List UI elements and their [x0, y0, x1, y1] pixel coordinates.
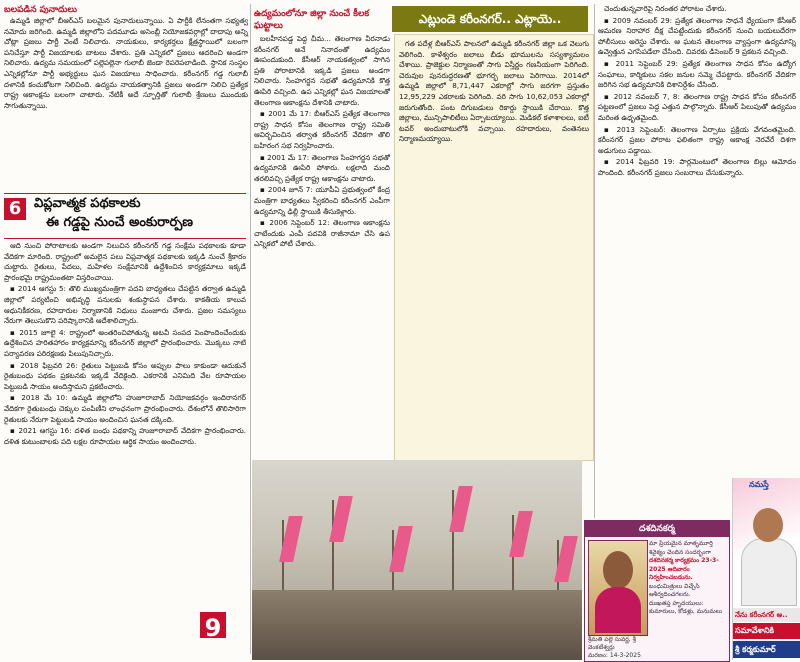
article-text: చెందుతున్నవారిపై నిరంతర పోరాటం చేశారు. [604, 4, 727, 13]
obituary-header: దశదినకర్మ [585, 521, 729, 537]
column-1 [4, 4, 248, 112]
obituary-caption: శ్రీమతి పల్లె సువర్ణ, శ్రీ వెంకటేశ్వర్లు మరణం: 14-3-2025 [588, 636, 641, 659]
timeline-item: ▪ 2001 మే 17: బీఆర్ఎస్ ప్రత్యేక తెలంగాణ రాష్ట్ర సాధన కోసం తెలంగాణ రాష్ట్ర సమితి ఆవిర్భవించిన తర్వాత కరీంనగర్ వేదికగా తొలి బహిరంగ సభ నిర్వహించారు. [254, 109, 390, 150]
section-heading: బలపడిన పునాదులు [4, 5, 77, 15]
column-2 [254, 34, 390, 458]
timeline-item: ▪ 2013 సెప్టెంబర్: తెలంగాణ ఏర్పాటు ప్రక్రియ వేగవంతమైంది. కరీంనగర్ ప్రజల పోరాట ఫలితంగా రాష్ట్ర ఆకాంక్ష నెరవేరే దిశగా అడుగులు పడ్డాయి. [598, 124, 796, 155]
obituary-text: మా ప్రియమైన మాతృమూర్తి శివైక్యం చెందిన సందర్భంగా దశదినకర్మ కార్యక్రమం 23-3-2025 ఆదివారం నిర్వహించబడును. బంధుమిత్రులు విచ్చేసి ఆశీర్వదించగలరు. దుఃఖతప్త హృదయులు: కుమారులు, కోడళ్లు, మనుమలు [649, 540, 723, 615]
obituary-ad [584, 520, 730, 662]
ad-tag: నమస్తే [749, 480, 769, 489]
timeline-item: ▪ 2011 సెప్టెంబర్ 29: ప్రత్యేక తెలంగాణ సాధన కోసం ఉద్యోగ సంఘాలు, కార్మికులు సకల జనుల సమ్మె చేపట్టారు. కరీంనగర్ వేదికగా జరిగిన సభ ఉద్యమానికి దిశానిర్దేశం చేసింది. [598, 58, 796, 90]
timeline-item: ▪ 2004 జూన్ 7: యూపీఏ ప్రభుత్వంలో కేంద్ర మంత్రిగా బాధ్యతలు స్వీకరించి కరీంనగర్ ఎంపీగా ఉద్యమాన్ని ఢిల్లీ స్థాయికి తీసుకెళ్లారు. [254, 185, 390, 216]
political-ad [732, 478, 800, 660]
headline-number: 6 [4, 198, 26, 220]
headline-line-1: విప్లవాత్మక పథకాలకు [34, 196, 141, 211]
column-1-lower [4, 241, 246, 611]
article-intro: ఆది నుంచి పోరాటాలకు అండగా నిలుచిన కరీంనగర్ గడ్డ సంక్షేమ పథకాలకు కూడా వేదికగా మారింది. రాష్ట్రంలో అమలైన పలు విప్లవాత్మక పథకాలకు ఇక్కడి నుంచే శ్రీకారం చుట్టారు. రైతులు, పేదలు, మహిళల సంక్షేమానికి ఉద్దేశించిన కార్యక్రమాలు ఇక్కడే ప్రారంభమై రాష్ట్రమంతటా విస్తరించాయి. [4, 241, 246, 282]
ad-line-2: సమావేశానికి [733, 623, 800, 639]
column-divider [594, 4, 595, 518]
headline-box [4, 193, 246, 239]
article-text: ఉమ్మడి జిల్లాలో బీఆర్ఎస్ బలమైన పునాదులున్నాయి. ఏ పార్టీకి లేనంతగా సభ్యత్వ నమోదు జరిగింది. ఉమ్మడి జిల్లాలోని పదమూడు అసెంబ్లీ నియోజకవర్గాల్లో దాదాపు అన్ని చోట్లా ప్రజలు పార్టీ వెంటే నిలిచారు. నాయకులు, కార్యకర్తలు క్షేత్రస్థాయిలో బలంగా పనిచేస్తూ పార్టీ విజయాలకు బాటలు వేశారు. ప్రతి ఎన్నికలో ప్రజలు ఆదరించి అండగా నిలిచారు. ఉద్యమ సమయంలో పల్లెపల్లెనా గులాబీ జెండా రెపరెపలాడింది. స్థానిక సంస్థల ఎన్నికల్లోనూ పార్టీ అభ్యర్థులు ఘన విజయాలు సాధించారు. కరీంనగర్ గడ్డ గులాబీ దళానికి కంచుకోటగా నిలిచింది. ఉద్యమ నాయకత్వానికి ప్రజలు అండగా నిలిచి ప్రత్యేక రాష్ట్ర ఆకాంక్షను బలంగా చాటారు. నేటికీ అదే స్ఫూర్తితో గులాబీ శ్రేణులు ముందుకు సాగుతున్నాయి. [4, 16, 248, 110]
timeline-item: ▪ 2018 మే 10: ఉమ్మడి జిల్లాలోని హుజూరాబాద్ నియోజకవర్గం ఇందిరానగర్ వేదికగా రైతుబంధు చెక్కుల పంపిణీని లాంఛనంగా ప్రారంభించారు. దేశంలోనే తొలిసారిగా రైతులకు నేరుగా పెట్టుబడి సాయం అందించిన ఘనత దక్కింది. [4, 393, 246, 424]
feature-box-title: ఎట్లుండె కరీంనగర్.. ఎట్లాయె.. [392, 6, 588, 32]
ad-line-3: శ్రీ కర్మకుమార్ [733, 641, 800, 658]
timeline-item: ▪ 2021 ఆగస్టు 16: దళిత బంధు పథకాన్ని హుజూరాబాద్ వేదికగా ప్రారంభించారు. దళిత కుటుంబాలకు పది లక్షల రూపాయల ఆర్థిక సాయం అందించారు. [4, 426, 246, 446]
timeline-item: ▪ 2015 జూలై 4: రాష్ట్రంలో అంతరించిపోతున్న అటవీ సంపద పెంపొందించేందుకు ఉద్దేశించిన హరితహారం కార్యక్రమాన్ని కరీంనగర్ జిల్లాలో ప్రారంభించారు. మొక్కలు నాటి పర్యావరణ పరిరక్షణకు పిలుపునిచ్చారు. [4, 327, 246, 358]
timeline-item: ▪ 2006 సెప్టెంబర్ 12: తెలంగాణ ఆకాంక్షను చాటేందుకు ఎంపీ పదవికి రాజీనామా చేసి ఉప ఎన్నికలో పోటీ చేశారు. [254, 218, 390, 249]
leader-photo [739, 508, 797, 604]
rally-photo [252, 460, 582, 660]
feature-box-text: గత పదేళ్ల బీఆర్ఎస్ పాలనలో ఉమ్మడి కరీంనగర్ జిల్లా ఒక వెలుగు వెలిగింది. కాళేశ్వరం జలాలు బీడు భూములను సస్యశ్యామలం చేశాయి. ప్రాజెక్టుల నిర్మాణంతో సాగు విస్తీర్ణం గణనీయంగా పెరిగింది. చెరువుల పునరుద్ధరణతో భూగర్భ జలాలు పెరిగాయి. 2014లో ఉమ్మడి జిల్లాలో 8,71,447 ఎకరాల్లో సాగు జరగగా ప్రస్తుతం 12,95,229 ఎకరాలకు పెరిగింది. వరి సాగు 10,62,053 ఎకరాల్లో జరుగుతోంది. పంట దిగుబడులు రికార్డు స్థాయికి చేరాయి. కొత్త జిల్లాలు, మున్సిపాలిటీలు ఏర్పాటయ్యాయి. మెడికల్ కళాశాలలు, ఐటీ టవర్ అందుబాటులోకి వచ్చాయి. రహదారులు, వంతెనలు నిర్మాణమయ్యాయి. [399, 39, 589, 144]
section-heading-2: ఉద్యమంలోనూ జిల్లా నుంచే కీలక ఘట్టాలు [254, 9, 370, 31]
article-text: బలహీనపడ్డ పెద్ద చీమ... తెలంగాణ వీరనాడు కరీంనగర్ అనే నినాదంతో ఉద్యమం ఊపందుకుంది. కేసీఆర్ నాయకత్వంలో సాగిన ప్రతి పోరాటానికి ఇక్కడి ప్రజలు అండగా నిలిచారు. సింహగర్జన సభతో ఉద్యమానికి కొత్త ఊపిరి వచ్చింది. ఉప ఎన్నికల్లో ఘన విజయాలతో తెలంగాణ ఆకాంక్షను దేశానికి చాటారు. [254, 34, 390, 107]
timeline-item: ▪ 2018 ఫిబ్రవరి 26: రైతులు పెట్టుబడి కోసం అప్పుల పాలు కాకుండా ఆదుకునే రైతుబంధు పథకం ప్రకటనకు ఇక్కడే వేదికైంది. ఎకరానికి ఎనిమిది వేల రూపాయల పెట్టుబడి సాయం అందిస్తామని ప్రకటించారు. [4, 360, 246, 391]
timeline-item: ▪ 2012 నవంబర్ 7, 8: తెలంగాణ రాష్ట్ర సాధన కోసం కరీంనగర్ పట్టణంలో ప్రజలు పెద్ద ఎత్తున పాల్గొన్నారు. కేసీఆర్ పిలుపుతో ఉద్యమం మరింత ఉధృతమైంది. [598, 91, 796, 122]
headline-line-2: ఈ గడ్డపై నుంచే అంకురార్పణ [46, 215, 193, 230]
quote-mark-icon: 9 [200, 612, 226, 638]
column-divider [250, 4, 251, 654]
ad-line-1: నేను కరీంనగర్ అ.. [733, 608, 800, 622]
timeline-item: ▪ 2014 ఫిబ్రవరి 19: పార్లమెంటులో తెలంగాణ బిల్లు ఆమోదం పొందింది. కరీంనగర్ ప్రజలు సంబరాలు చేసుకున్నారు. [598, 157, 796, 177]
portrait-photo [588, 540, 648, 636]
timeline-item: ▪ 2001 మే 17: తెలంగాణ సింహగర్జన సభతో ఉద్యమానికి ఊపిరి పోశారు. లక్షలాది మంది తరలివచ్చి ప్రత్యేక రాష్ట్ర ఆకాంక్షను చాటారు. [254, 152, 390, 183]
feature-box [394, 34, 594, 461]
column-4 [598, 4, 796, 474]
timeline-item: ▪ 2009 నవంబర్ 29: ప్రత్యేక తెలంగాణ సాధనే ధ్యేయంగా కేసీఆర్ ఆమరణ నిరాహార దీక్ష చేపట్టేందుకు కరీంనగర్ నుంచి బయలుదేరగా పోలీసులు అరెస్టు చేశారు. ఆ ఘటన తెలంగాణ వ్యాప్తంగా ఉద్యమాన్ని ఉవ్వెత్తున ఎగసిపడేలా చేసింది. చివరకు డిసెంబర్ 9 ప్రకటన వచ్చింది. [598, 15, 796, 57]
timeline-item: ▪ 2014 ఆగస్టు 5: తొలి ముఖ్యమంత్రిగా పదవి బాధ్యతలు చేపట్టిన తర్వాత ఉమ్మడి జిల్లాలో పర్యటించి అభివృద్ధి పనులకు శంకుస్థాపన చేశారు. కాకతీయ కాలువ ఆధునికీకరణ, రహదారుల నిర్మాణానికి నిధులు మంజూరు చేశారు. ప్రజల సమస్యలు నేరుగా తెలుసుకొని పరిష్కారానికి ఆదేశాలిచ్చారు. [4, 284, 246, 326]
